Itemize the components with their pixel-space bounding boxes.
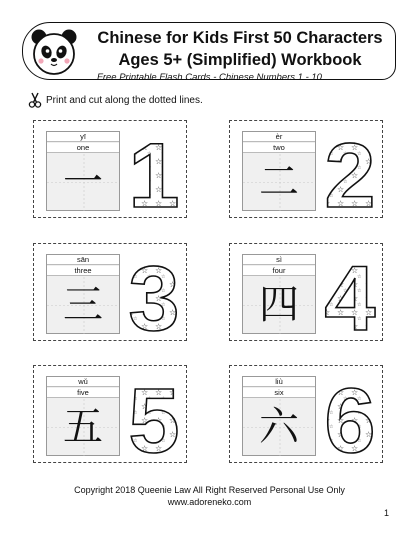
chinese-character: 二 — [259, 159, 299, 205]
numeral-graphic — [322, 372, 378, 458]
pinyin-label: èr — [243, 132, 315, 142]
pinyin-label: sì — [243, 255, 315, 265]
meaning-label: three — [47, 266, 119, 276]
scissors-icon — [28, 92, 42, 108]
flash-card-caption: Free Printable Flash Cards - Chinese Numbers 1 - 10 — [97, 72, 322, 83]
numeral-text: 5 — [128, 372, 180, 458]
numeral-graphic — [126, 372, 182, 458]
workbook-title: Chinese for Kids First 50 Characters — [97, 29, 383, 47]
character-frame — [46, 376, 120, 456]
chinese-character: 四 — [259, 282, 299, 328]
flash-card — [33, 120, 187, 218]
meaning-label: four — [243, 266, 315, 276]
page-number: 1 — [384, 508, 390, 518]
character-frame — [46, 254, 120, 334]
chinese-character: 六 — [259, 404, 299, 450]
pinyin-label: yī — [47, 132, 119, 142]
pinyin-label: liù — [243, 377, 315, 387]
character-frame — [242, 376, 316, 456]
instruction-text: Print and cut along the dotted lines. — [46, 94, 203, 106]
meaning-label: six — [243, 388, 315, 398]
meaning-label: two — [243, 143, 315, 153]
meaning-label: one — [47, 143, 119, 153]
character-frame — [46, 131, 120, 211]
instruction-line — [28, 92, 203, 108]
character-frame — [242, 254, 316, 334]
numeral-text: 1 — [128, 127, 180, 213]
numeral-text: 4 — [324, 250, 376, 336]
numeral-graphic — [126, 127, 182, 213]
numeral-text: 3 — [128, 250, 180, 336]
chinese-character: 一 — [63, 159, 103, 205]
flash-card — [33, 365, 187, 463]
flash-card — [33, 243, 187, 341]
meaning-label: five — [47, 388, 119, 398]
flash-card — [229, 120, 383, 218]
chinese-character: 三 — [63, 282, 103, 328]
numeral-text: 2 — [324, 127, 376, 213]
numeral-text: 6 — [324, 372, 376, 458]
character-frame — [242, 131, 316, 211]
numeral-graphic — [322, 250, 378, 336]
pinyin-label: wǔ — [47, 377, 119, 387]
flash-card — [229, 243, 383, 341]
numeral-graphic — [322, 127, 378, 213]
panda-icon — [27, 25, 81, 79]
numeral-graphic — [126, 250, 182, 336]
website-link: www.adoreneko.com — [167, 497, 252, 507]
pinyin-label: sān — [47, 255, 119, 265]
chinese-character: 五 — [63, 404, 103, 450]
flash-card — [229, 365, 383, 463]
copyright-notice: Copyright 2018 Queenie Law All Right Reserved Personal Use Only — [74, 485, 345, 495]
workbook-subtitle: Ages 5+ (Simplified) Workbook — [118, 51, 362, 69]
